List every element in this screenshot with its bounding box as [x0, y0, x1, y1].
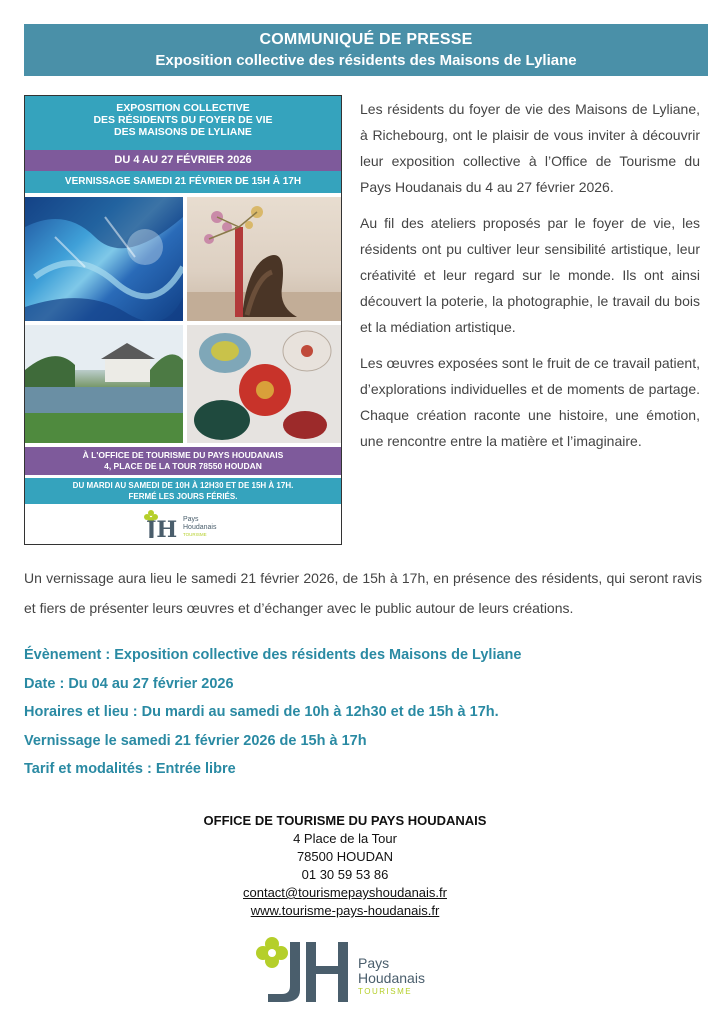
detail-event: Évènement : Exposition collective des résidents des Maisons de Lyliane [24, 647, 522, 663]
photo-blue-painting [25, 197, 183, 321]
poster-office-line: À L'OFFICE DE TOURISME DU PAYS HOUDANAIS [82, 450, 284, 460]
contact-phone: 01 30 59 53 86 [301, 867, 389, 882]
press-release-header [24, 24, 708, 76]
svg-text:JH: JH [146, 517, 178, 538]
pays-houdanais-logo [254, 936, 444, 1006]
photo-wood-sculpture-flowers [187, 197, 341, 321]
paragraph-workshops: Au fil des ateliers proposés par le foyer de vie, les résidents ont pu cultiver leur sensibilité artistique, leur créativité et leur regard sur le monde. Ils ont ainsi découvert la poterie, la photographie, le travail du bois et la médiation artistique. [360, 215, 700, 335]
poster-vernissage: VERNISSAGE SAMEDI 21 FÉVRIER DE 15H À 17H [25, 171, 341, 193]
paragraph-intro: Les résidents du foyer de vie des Maisons de Lyliane, à Richebourg, ont le plaisir de vous inviter à découvrir leur exposition collective à l’Office de Tourisme du Pays Houdanais du 4 au 27 février 2026. [360, 101, 700, 195]
poster-title-line: DES RÉSIDENTS DU FOYER DE VIE [93, 114, 273, 126]
poster-logo [143, 508, 233, 538]
event-details [24, 641, 704, 784]
contact-org: OFFICE DE TOURISME DU PAYS HOUDANAIS [203, 813, 487, 828]
header-title: COMMUNIQUÉ DE PRESSE [259, 31, 473, 48]
poster-office [25, 447, 341, 475]
poster-logo-text: Pays [183, 516, 199, 523]
contact-email-link[interactable]: contact@tourismepayshoudanais.fr [243, 885, 447, 900]
photo-lake-house [25, 325, 183, 443]
contact-address-line: 4 Place de la Tour [293, 831, 397, 846]
contact-website-link[interactable]: www.tourisme-pays-houdanais.fr [250, 903, 440, 918]
photo-ceramic-flowers [187, 325, 341, 443]
poster-hours [25, 478, 341, 504]
poster-dates: DU 4 AU 27 FÉVRIER 2026 [25, 150, 341, 171]
detail-hours-location: Horaires et lieu : Du mardi au samedi de 10h à 12h30 et de 15h à 17h. [24, 704, 499, 720]
paragraph-vernissage: Un vernissage aura lieu le samedi 21 février 2026, de 15h à 17h, en présence des résidents, qui seront ravis et fiers de présenter leurs œuvres et d’échanger avec le public autour de leurs créations. [24, 570, 702, 616]
header-subtitle: Exposition collective des résidents des Maisons de Lyliane [155, 52, 577, 69]
poster-hours-line: FERMÉ LES JOURS FÉRIÉS. [128, 491, 238, 501]
contact-block [150, 812, 540, 920]
flower-icon [256, 937, 288, 968]
detail-vernissage: Vernissage le samedi 21 février 2026 de 15h à 17h [24, 732, 367, 749]
poster-office-line: 4, PLACE DE LA TOUR 78550 HOUDAN [104, 461, 262, 471]
contact-postcode: 78500 HOUDAN [296, 849, 394, 864]
paragraph-works: Les œuvres exposées sont le fruit de ce travail patient, d’explorations individuelles et de moments de partage. Chaque création raconte une histoire, une émotion, une rencontre entre la matière et l’imaginaire. [360, 355, 700, 449]
poster-title-line: EXPOSITION COLLECTIVE [116, 102, 250, 114]
poster-logo-text: TOURISME [183, 532, 207, 537]
poster-logo-text: Houdanais [183, 524, 217, 531]
poster-hours-line: DU MARDI AU SAMEDI DE 10H À 12H30 ET DE 15H À 17H. [72, 481, 294, 490]
poster-title-line: DES MAISONS DE LYLIANE [114, 126, 252, 138]
exhibition-poster [24, 95, 342, 545]
poster-title [25, 96, 341, 150]
body-text [360, 96, 700, 464]
detail-date: Date : Du 04 au 27 février 2026 [24, 675, 234, 692]
logo-text-houdanais: Houdanais [358, 970, 425, 986]
logo-text-tourisme: TOURISME [358, 987, 413, 996]
detail-pricing: Tarif et modalités : Entrée libre [24, 761, 236, 777]
logo-text-pays: Pays [358, 955, 390, 971]
